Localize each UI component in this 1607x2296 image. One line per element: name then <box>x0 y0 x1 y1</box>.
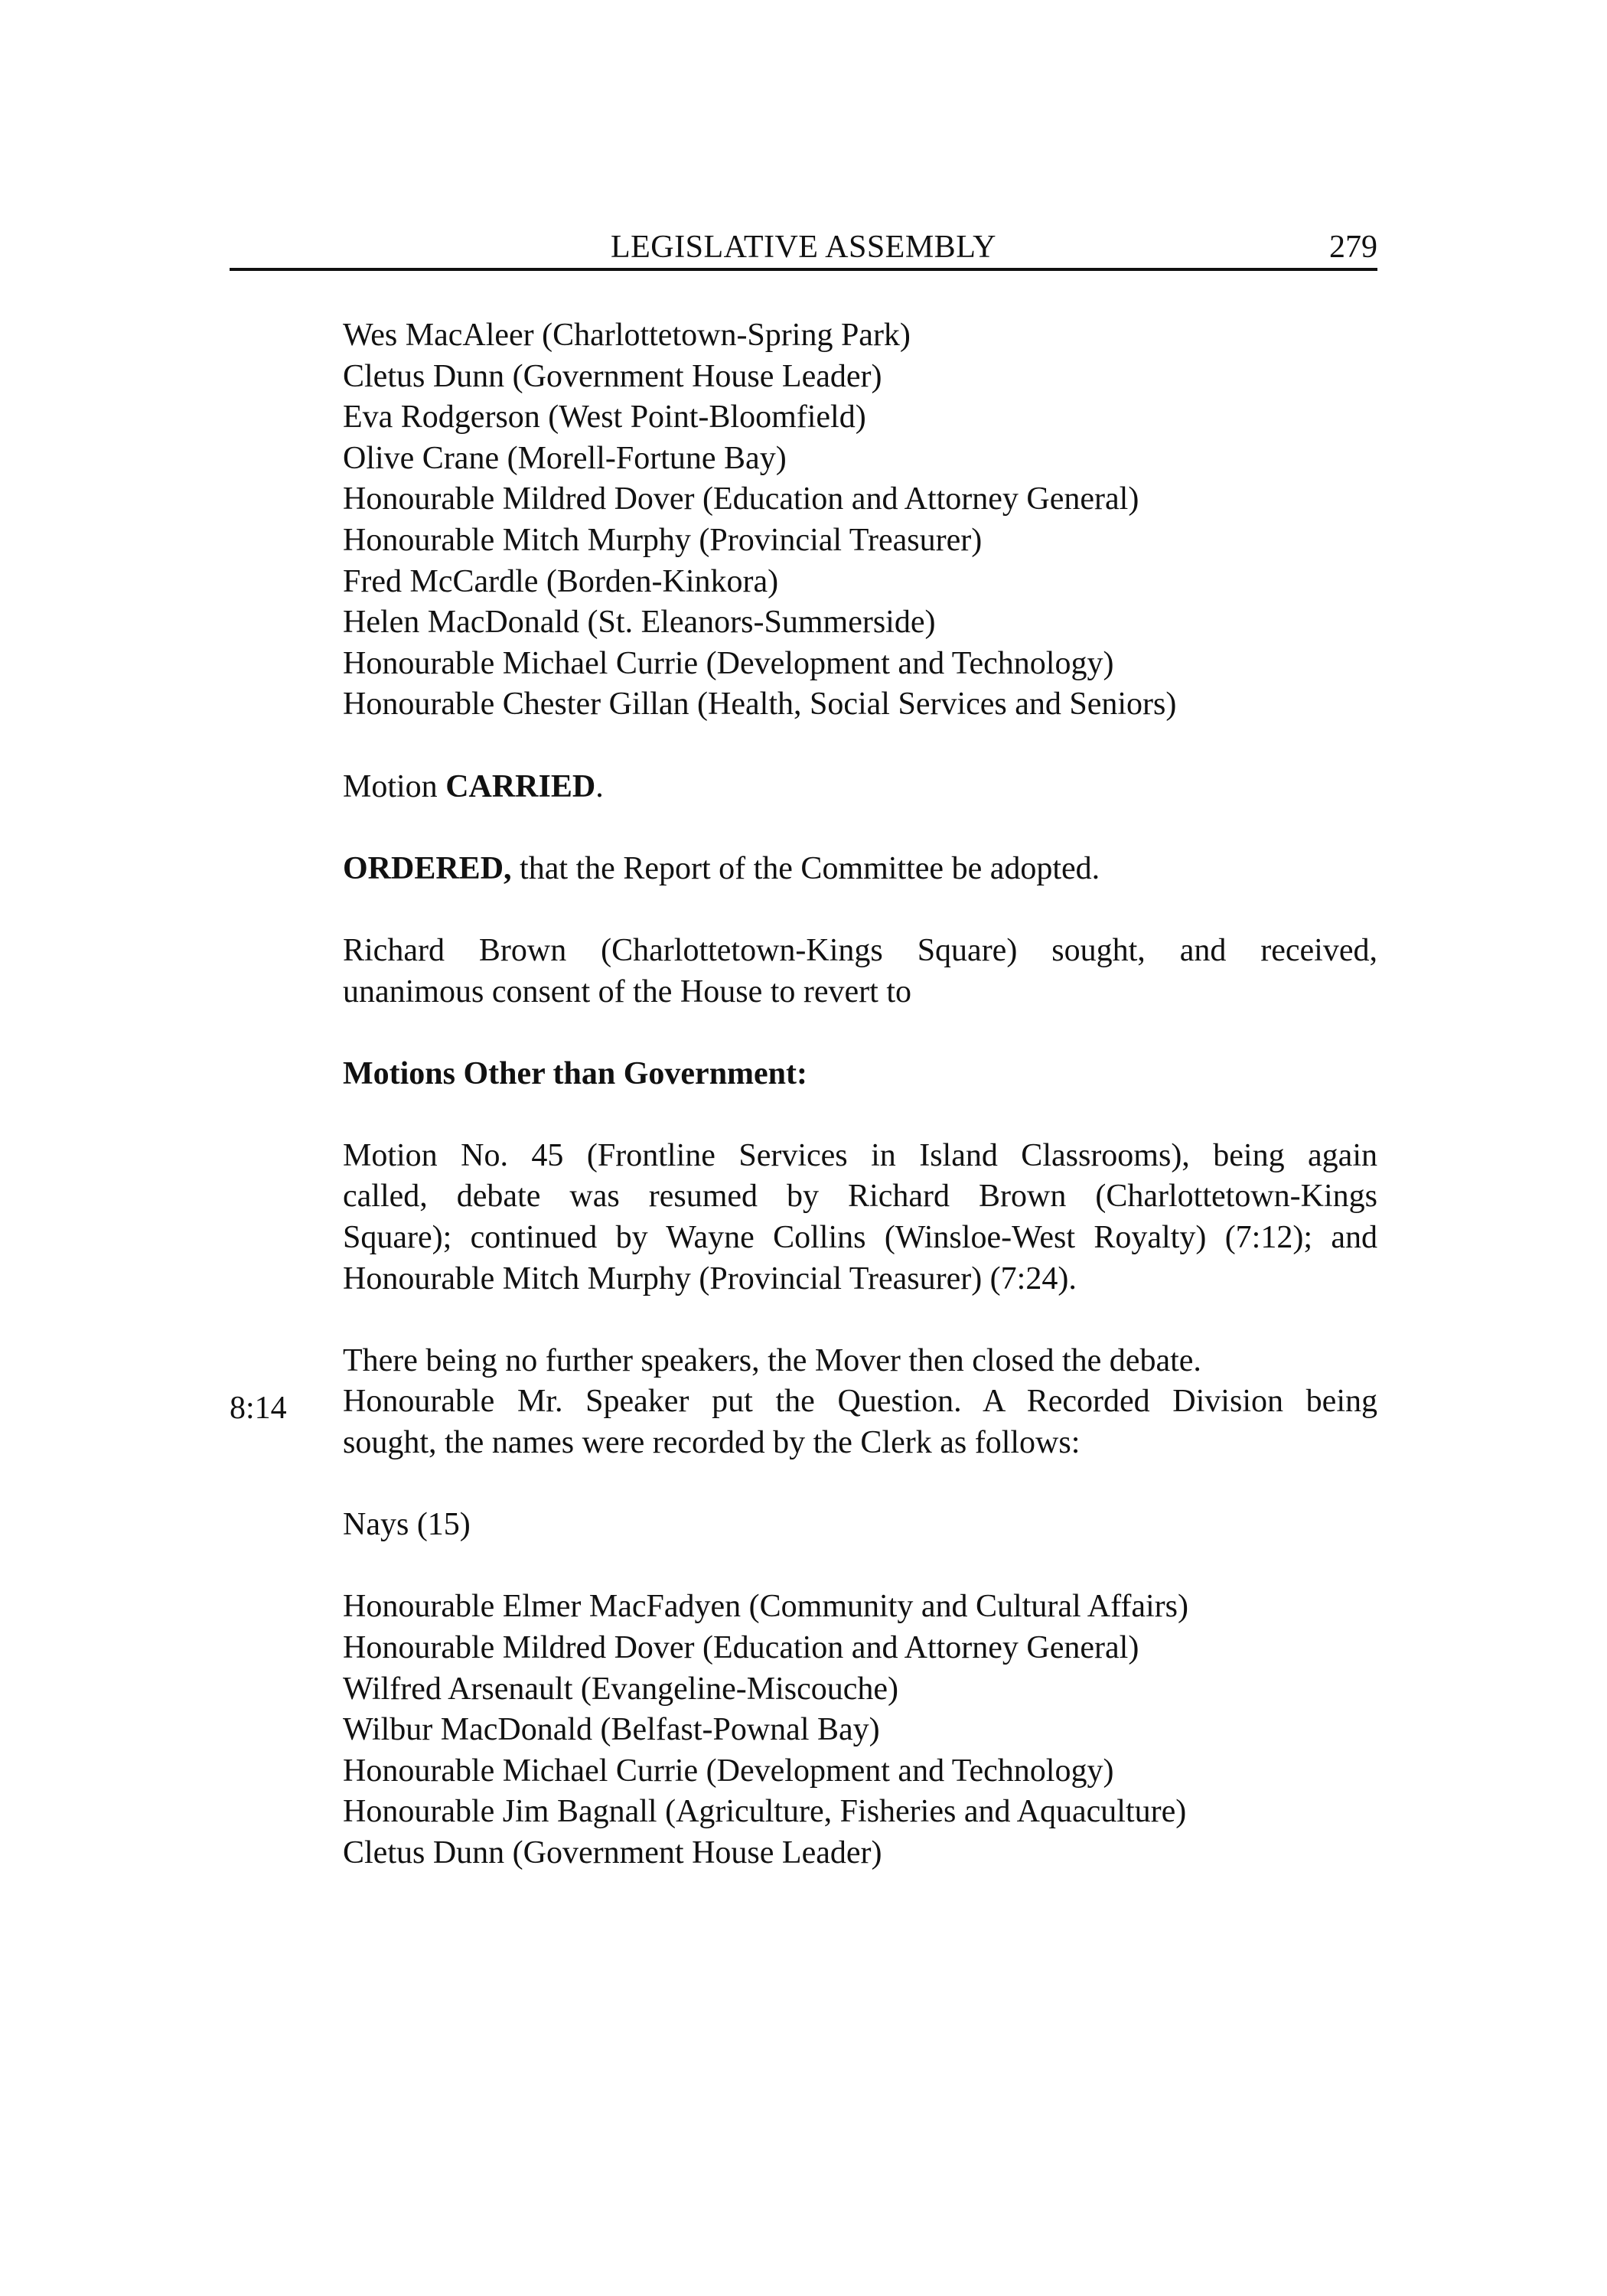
header-title: LEGISLATIVE ASSEMBLY <box>611 230 996 265</box>
motion-result <box>343 767 1377 808</box>
paragraph-line: Square); continued by Wayne Collins (Winsloe-West Royalty) (7:12); and <box>343 1220 1377 1256</box>
paragraph-line: Honourable Mitch Murphy (Provincial Treasurer) (7:24). <box>343 1261 1077 1296</box>
member-entry: Olive Crane (Morell-Fortune Bay) <box>343 440 787 476</box>
member-entry: Fred McCardle (Borden-Kinkora) <box>343 563 779 599</box>
paragraph-line: There being no further speakers, the Mover then closed the debate. <box>343 1342 1201 1378</box>
section-heading-text: Motions Other than Government: <box>343 1055 808 1091</box>
member-entry: Wes MacAleer (Charlottetown-Spring Park) <box>343 318 911 353</box>
member-entry: Honourable Mildred Dover (Education and Attorney General) <box>343 1630 1139 1665</box>
member-entry: Wilbur MacDonald (Belfast-Pownal Bay) <box>343 1712 880 1748</box>
running-header <box>230 227 1377 271</box>
motion-result-prefix: Motion <box>343 768 446 804</box>
motion-result-suffix: . <box>595 768 604 804</box>
ordered-statement <box>343 849 1377 890</box>
member-entry: Eva Rodgerson (West Point-Bloomfield) <box>343 400 866 435</box>
paragraph-line: Richard Brown (Charlottetown-Kings Square) sought, and received, <box>343 932 1377 968</box>
member-entry: Wilfred Arsenault (Evangeline-Miscouche) <box>343 1671 899 1707</box>
margin-timestamp: 8:14 <box>230 1391 287 1426</box>
member-entry: Helen MacDonald (St. Eleanors-Summerside) <box>343 605 936 641</box>
member-entry: Honourable Jim Bagnall (Agriculture, Fisheries and Aquaculture) <box>343 1794 1187 1830</box>
division-paragraph <box>343 1341 1377 1464</box>
motion-result-status: CARRIED <box>445 768 596 804</box>
page-number: 279 <box>1329 230 1377 265</box>
paragraph-line: unanimous consent of the House to revert to <box>343 974 911 1009</box>
paragraph-line: called, debate was resumed by Richard Brown (Charlottetown-Kings <box>343 1179 1377 1215</box>
paragraph-line: Motion No. 45 (Frontline Services in Island Classrooms), being again <box>343 1137 1377 1173</box>
section-heading <box>343 1054 1377 1095</box>
paragraph-line: Honourable Mr. Speaker put the Question. A Recorded Division being <box>343 1384 1377 1420</box>
member-entry: Honourable Michael Currie (Development and Technology) <box>343 1753 1114 1789</box>
members-list-yeas-continued <box>343 315 1377 726</box>
member-entry: Honourable Mildred Dover (Education and Attorney General) <box>343 481 1139 517</box>
member-entry: Honourable Mitch Murphy (Provincial Treasurer) <box>343 522 983 558</box>
member-entry: Honourable Elmer MacFadyen (Community and Cultural Affairs) <box>343 1589 1188 1625</box>
members-list-nays <box>343 1587 1377 1874</box>
member-entry: Honourable Chester Gillan (Health, Social Services and Seniors) <box>343 687 1177 722</box>
body-text <box>343 315 1377 1874</box>
paragraph-line: sought, the names were recorded by the Clerk as follows: <box>343 1425 1081 1461</box>
member-entry: Cletus Dunn (Government House Leader) <box>343 1835 882 1870</box>
member-entry: Cletus Dunn (Government House Leader) <box>343 358 882 394</box>
member-entry: Honourable Michael Currie (Development and Technology) <box>343 645 1114 681</box>
motion-paragraph <box>343 1136 1377 1300</box>
ordered-label: ORDERED, <box>343 850 512 886</box>
revert-paragraph <box>343 931 1377 1013</box>
ordered-text: that the Report of the Committee be adopted. <box>511 850 1100 886</box>
nays-heading: Nays (15) <box>343 1507 471 1543</box>
